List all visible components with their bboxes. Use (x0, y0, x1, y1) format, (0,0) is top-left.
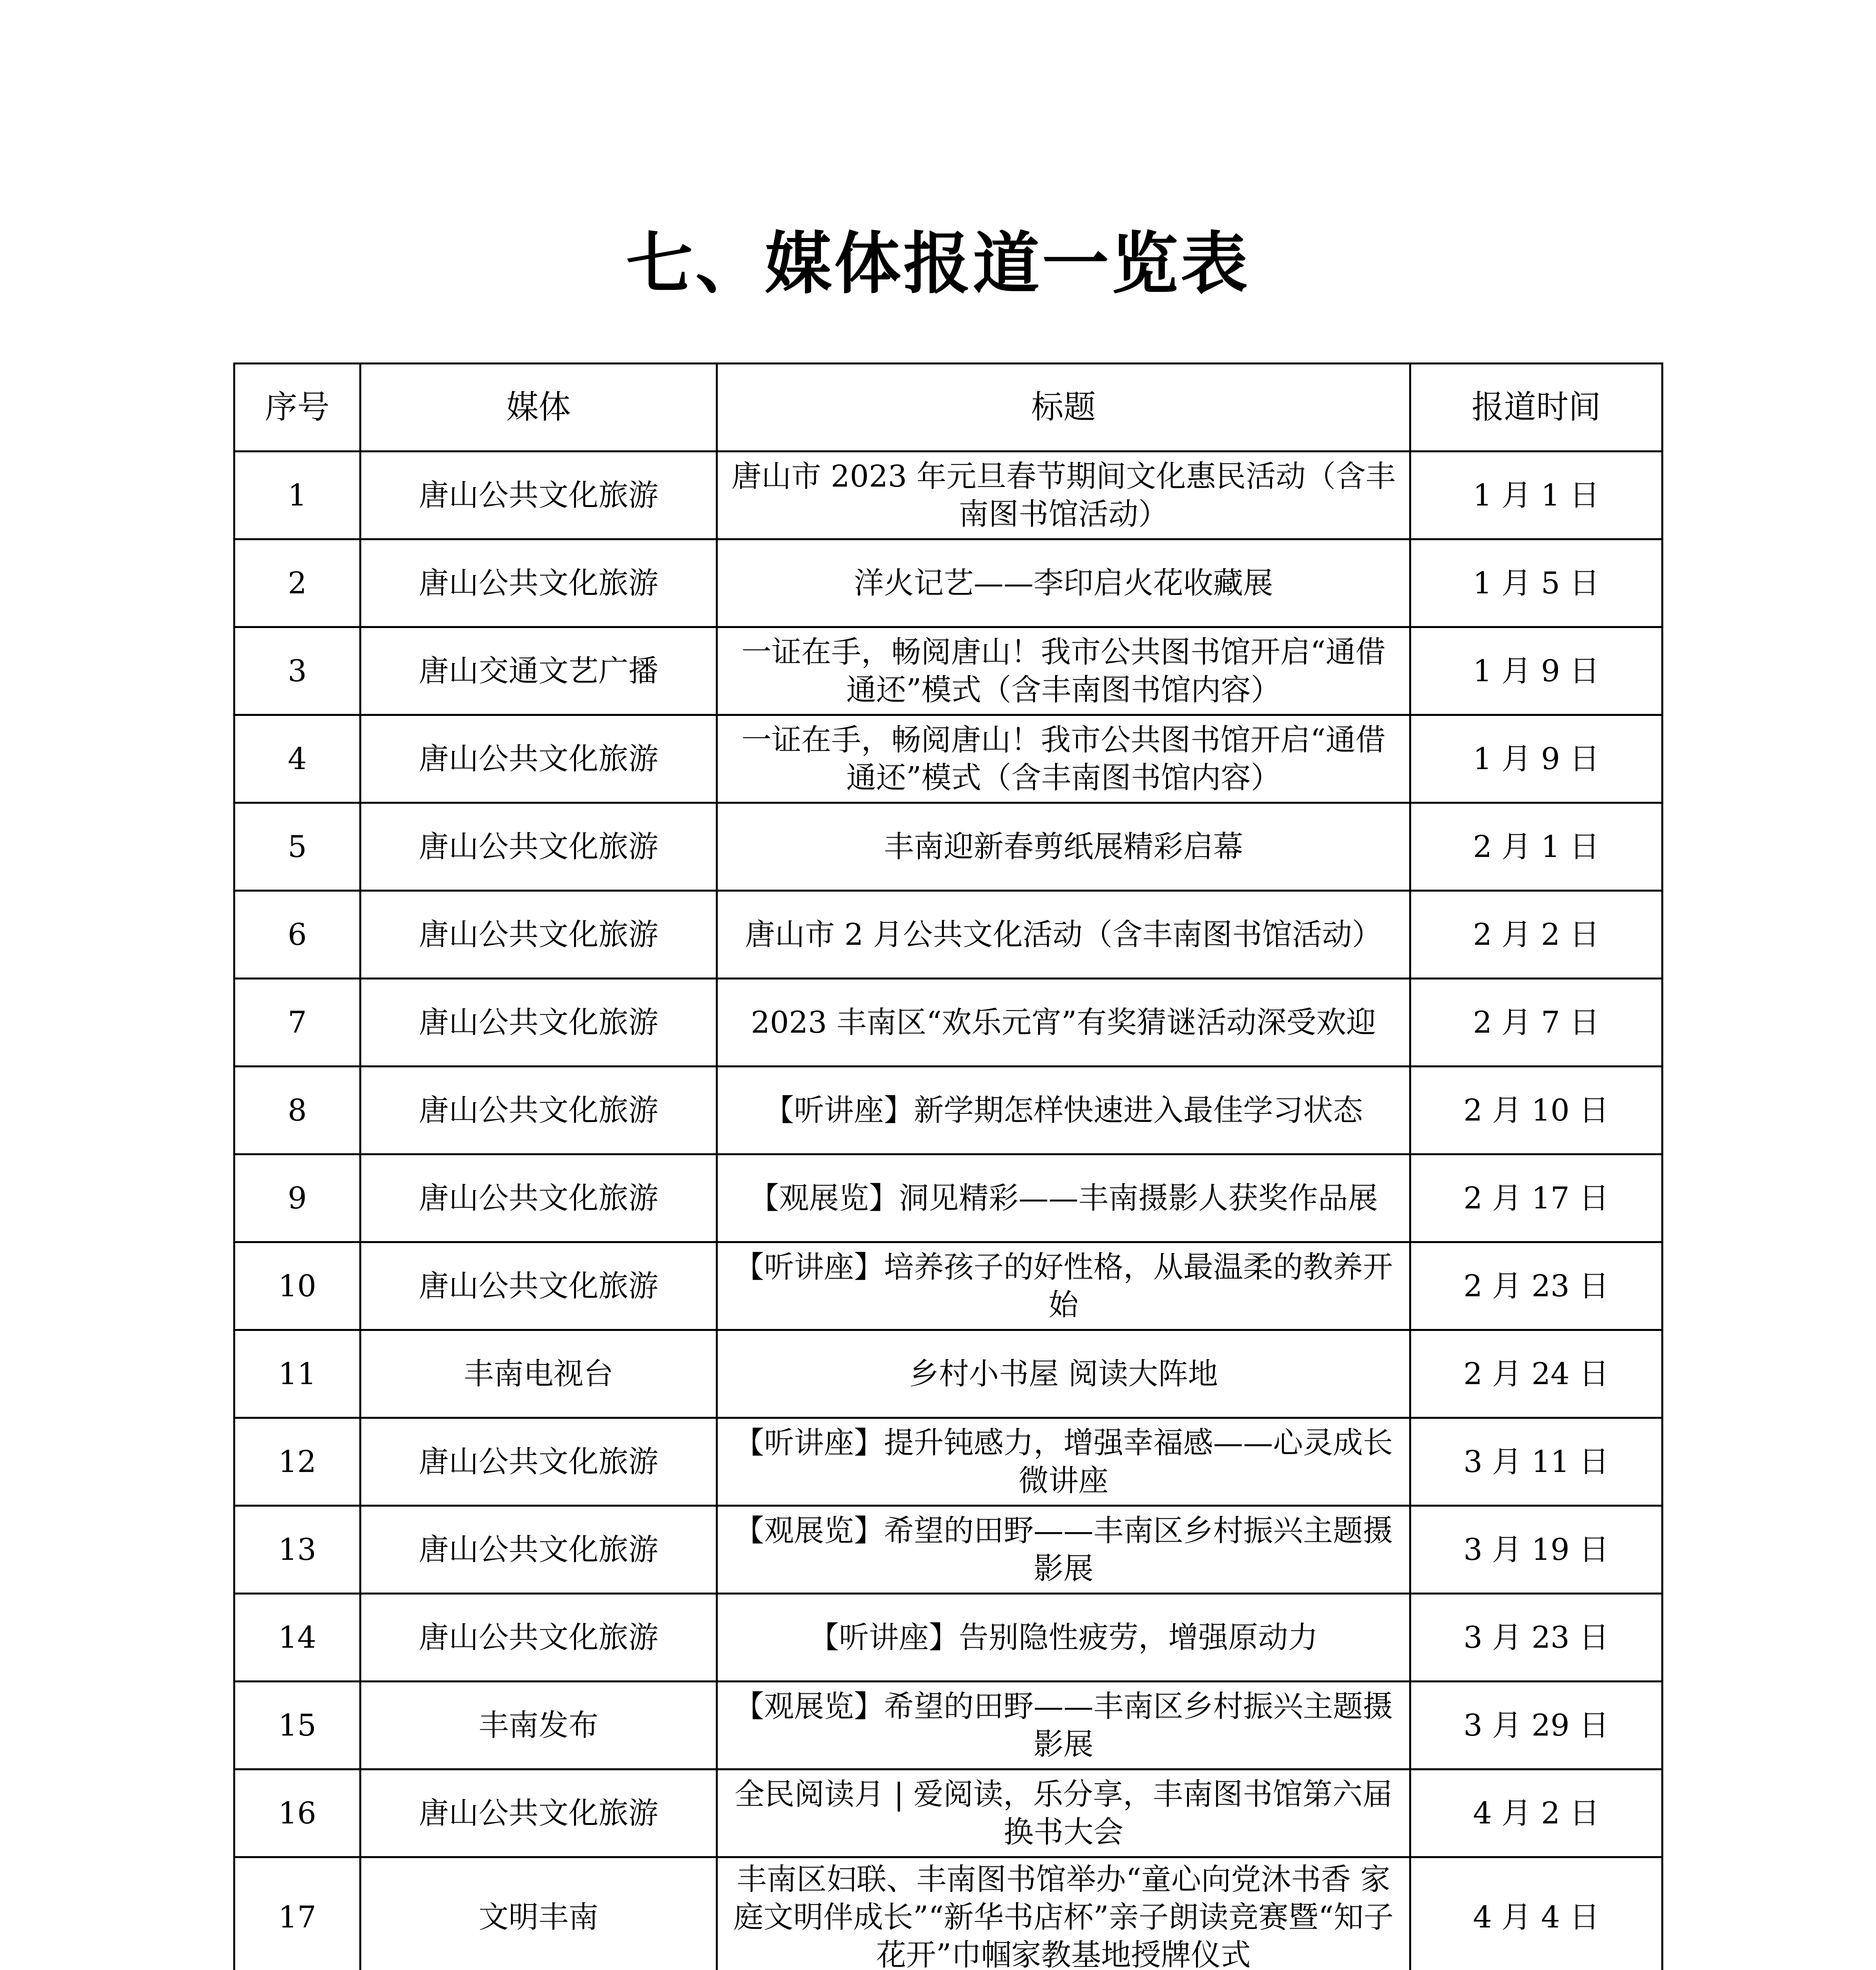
cell-media: 唐山公共文化旅游 (360, 1769, 717, 1857)
cell-title: 【听讲座】提升钝感力，增强幸福感——心灵成长微讲座 (717, 1418, 1410, 1506)
cell-media: 唐山公共文化旅游 (360, 1506, 717, 1594)
header-seq: 序号 (234, 364, 360, 452)
cell-title: 一证在手，畅阅唐山！我市公共图书馆开启“通借通还”模式（含丰南图书馆内容） (717, 715, 1410, 803)
cell-media: 唐山公共文化旅游 (360, 891, 717, 979)
cell-title: 唐山市 2023 年元旦春节期间文化惠民活动（含丰南图书馆活动） (717, 452, 1410, 539)
table-row (234, 803, 1662, 891)
table-row (234, 1682, 1662, 1769)
table-row (234, 1418, 1662, 1506)
cell-date: 1 月 5 日 (1410, 539, 1662, 627)
cell-title: 洋火记艺——李印启火花收藏展 (717, 539, 1410, 627)
cell-title: 丰南迎新春剪纸展精彩启幕 (717, 803, 1410, 891)
cell-seq: 6 (234, 891, 360, 979)
cell-date: 2 月 10 日 (1410, 1067, 1662, 1154)
cell-date: 3 月 23 日 (1410, 1594, 1662, 1682)
cell-date: 2 月 24 日 (1410, 1330, 1662, 1418)
cell-date: 3 月 29 日 (1410, 1682, 1662, 1769)
cell-date: 1 月 9 日 (1410, 627, 1662, 715)
cell-seq: 17 (234, 1857, 360, 1970)
cell-seq: 5 (234, 803, 360, 891)
table-header-row (234, 364, 1662, 452)
table-row (234, 1154, 1662, 1242)
cell-date: 2 月 1 日 (1410, 803, 1662, 891)
cell-seq: 10 (234, 1242, 360, 1330)
cell-title: 一证在手，畅阅唐山！我市公共图书馆开启“通借通还”模式（含丰南图书馆内容） (717, 627, 1410, 715)
cell-media: 唐山公共文化旅游 (360, 1067, 717, 1154)
header-title: 标题 (717, 364, 1410, 452)
cell-date: 2 月 23 日 (1410, 1242, 1662, 1330)
table-row (234, 627, 1662, 715)
cell-date: 2 月 17 日 (1410, 1154, 1662, 1242)
table-row (234, 891, 1662, 979)
table-row (234, 1769, 1662, 1857)
cell-date: 1 月 9 日 (1410, 715, 1662, 803)
cell-seq: 15 (234, 1682, 360, 1769)
cell-media: 唐山公共文化旅游 (360, 1418, 717, 1506)
cell-title: 2023 丰南区“欢乐元宵”有奖猜谜活动深受欢迎 (717, 979, 1410, 1067)
cell-media: 唐山公共文化旅游 (360, 803, 717, 891)
cell-title: 乡村小书屋 阅读大阵地 (717, 1330, 1410, 1418)
cell-media: 唐山公共文化旅游 (360, 452, 717, 539)
cell-seq: 13 (234, 1506, 360, 1594)
cell-title: 【观展览】希望的田野——丰南区乡村振兴主题摄影展 (717, 1506, 1410, 1594)
cell-media: 唐山公共文化旅游 (360, 979, 717, 1067)
cell-seq: 3 (234, 627, 360, 715)
cell-date: 3 月 19 日 (1410, 1506, 1662, 1594)
table-row (234, 1067, 1662, 1154)
table-row (234, 1506, 1662, 1594)
table-row (234, 1330, 1662, 1418)
media-report-table (233, 362, 1663, 1970)
header-media: 媒体 (360, 364, 717, 452)
cell-seq: 16 (234, 1769, 360, 1857)
cell-media: 唐山公共文化旅游 (360, 539, 717, 627)
cell-media: 丰南电视台 (360, 1330, 717, 1418)
cell-title: 丰南区妇联、丰南图书馆举办“童心向党沐书香 家庭文明伴成长”“新华书店杯”亲子朗读竞赛暨“知子花开”巾帼家教基地授牌仪式 (717, 1857, 1410, 1970)
table-row (234, 979, 1662, 1067)
cell-title: 【听讲座】告别隐性疲劳，增强原动力 (717, 1594, 1410, 1682)
cell-date: 2 月 7 日 (1410, 979, 1662, 1067)
cell-date: 3 月 11 日 (1410, 1418, 1662, 1506)
cell-seq: 14 (234, 1594, 360, 1682)
cell-seq: 2 (234, 539, 360, 627)
cell-media: 文明丰南 (360, 1857, 717, 1970)
cell-date: 4 月 4 日 (1410, 1857, 1662, 1970)
cell-seq: 8 (234, 1067, 360, 1154)
cell-media: 唐山交通文艺广播 (360, 627, 717, 715)
page-title: 七、媒体报道一览表 (626, 225, 1250, 303)
cell-media: 唐山公共文化旅游 (360, 1594, 717, 1682)
cell-media: 丰南发布 (360, 1682, 717, 1769)
cell-date: 1 月 1 日 (1410, 452, 1662, 539)
header-date: 报道时间 (1410, 364, 1662, 452)
cell-title: 【听讲座】培养孩子的好性格，从最温柔的教养开始 (717, 1242, 1410, 1330)
table-row (234, 1857, 1662, 1970)
cell-title: 【观展览】希望的田野——丰南区乡村振兴主题摄影展 (717, 1682, 1410, 1769)
cell-media: 唐山公共文化旅游 (360, 715, 717, 803)
cell-title: 唐山市 2 月公共文化活动（含丰南图书馆活动） (717, 891, 1410, 979)
cell-seq: 7 (234, 979, 360, 1067)
table-row (234, 1594, 1662, 1682)
table-row (234, 715, 1662, 803)
cell-seq: 4 (234, 715, 360, 803)
cell-media: 唐山公共文化旅游 (360, 1242, 717, 1330)
cell-media: 唐山公共文化旅游 (360, 1154, 717, 1242)
cell-title: 全民阅读月 | 爱阅读，乐分享，丰南图书馆第六届换书大会 (717, 1769, 1410, 1857)
cell-date: 4 月 2 日 (1410, 1769, 1662, 1857)
cell-title: 【观展览】洞见精彩——丰南摄影人获奖作品展 (717, 1154, 1410, 1242)
cell-seq: 11 (234, 1330, 360, 1418)
cell-title: 【听讲座】新学期怎样快速进入最佳学习状态 (717, 1067, 1410, 1154)
cell-seq: 12 (234, 1418, 360, 1506)
table-row (234, 539, 1662, 627)
cell-seq: 9 (234, 1154, 360, 1242)
table-row (234, 1242, 1662, 1330)
cell-date: 2 月 2 日 (1410, 891, 1662, 979)
cell-seq: 1 (234, 452, 360, 539)
table-row (234, 452, 1662, 539)
